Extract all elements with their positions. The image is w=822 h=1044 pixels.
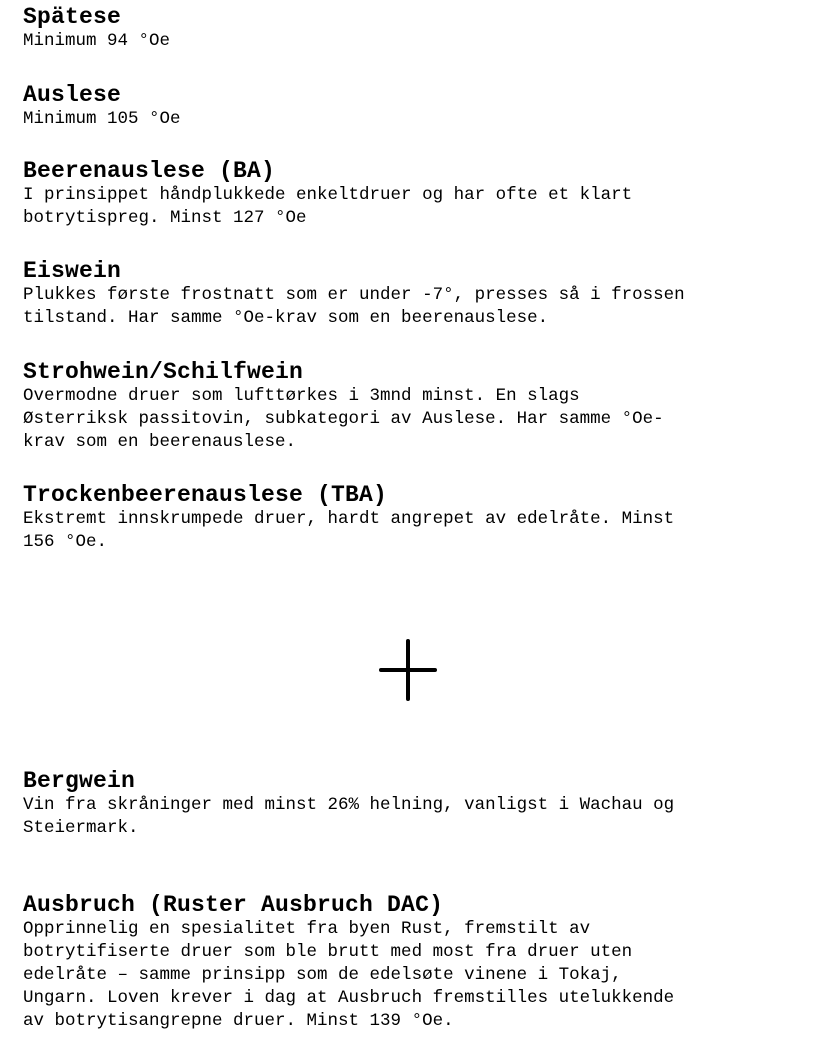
term-description: Minimum 94 °Oe — [23, 31, 171, 51]
entry-spaetese — [23, 4, 813, 53]
term-description: Minimum 105 °Oe — [23, 109, 181, 129]
term-heading: Beerenauslese (BA) — [23, 158, 276, 184]
term-description: Overmodne druer som lufttørkes i 3mnd minst. En slags Østerriksk passitovin, subkategori av Auslese. Har samme °Oe- krav som en beerenauslese. — [23, 386, 664, 452]
term-heading: Ausbruch (Ruster Ausbruch DAC) — [23, 892, 444, 918]
term-heading: Auslese — [23, 82, 122, 108]
term-heading: Trockenbeerenauslese (TBA) — [23, 482, 388, 508]
term-heading: Spätese — [23, 4, 122, 30]
entry-beerenauslese — [23, 158, 813, 230]
plus-icon — [378, 639, 438, 701]
entry-trockenbeerenauslese — [23, 482, 813, 554]
term-description: I prinsippet håndplukkede enkeltdruer og har ofte et klart botrytispreg. Minst 127 °Oe — [23, 185, 633, 228]
entry-strohwein — [23, 359, 813, 454]
term-description: Vin fra skråninger med minst 26% helning, vanligst i Wachau og Steiermark. — [23, 795, 675, 838]
term-description: Ekstremt innskrumpede druer, hardt angrepet av edelråte. Minst 156 °Oe. — [23, 509, 675, 552]
entry-ausbruch — [23, 892, 813, 1033]
term-heading: Strohwein/Schilfwein — [23, 359, 304, 385]
term-description: Plukkes første frostnatt som er under -7°, presses så i frossen tilstand. Har samme °Oe-krav som en beerenauslese. — [23, 285, 685, 328]
entry-eiswein — [23, 258, 813, 330]
term-description: Opprinnelig en spesialitet fra byen Rust, fremstilt av botrytifiserte druer som ble brutt med most fra druer uten edelråte – samme prinsipp som de edelsøte vinene i Tokaj, Ungarn. Loven krever i dag at Ausbruch fremstilles utelukkende av botrytisangrepne druer. Minst 139 °Oe. — [23, 919, 675, 1031]
entry-bergwein — [23, 768, 813, 840]
term-heading: Eiswein — [23, 258, 122, 284]
entry-auslese — [23, 82, 813, 131]
term-heading: Bergwein — [23, 768, 136, 794]
